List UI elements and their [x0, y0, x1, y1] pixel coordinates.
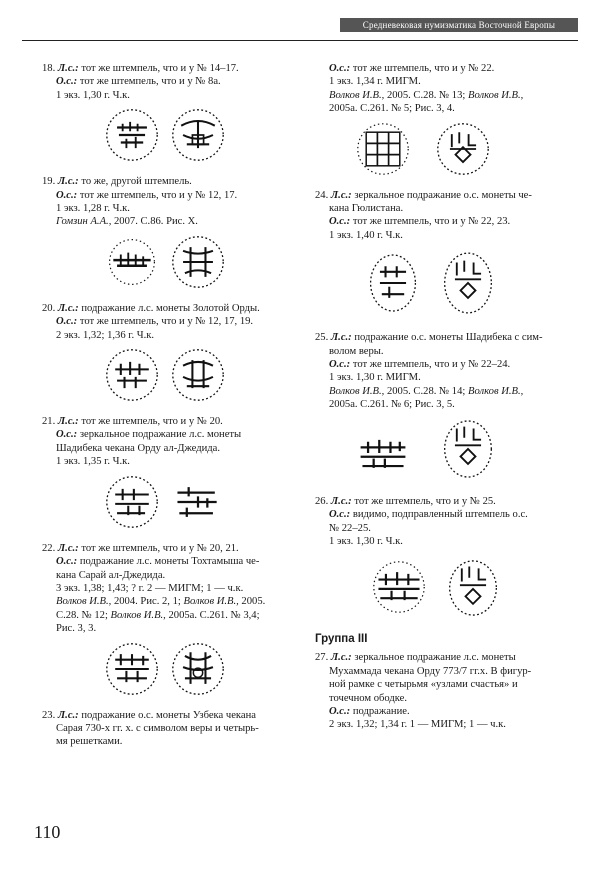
entry-line: ной рамке с четырьмя «узлами счастья» и	[329, 679, 518, 691]
coin-obverse-drawing	[355, 121, 411, 177]
entry-line: 2005а. С.261. № 5; Рис. 3, 4.	[329, 103, 455, 115]
coin-obverse-drawing	[104, 107, 160, 163]
catalog-entry-27	[315, 651, 580, 731]
coin-obverse-drawing	[371, 559, 427, 615]
entry-line: мя решетками.	[56, 736, 123, 748]
coin-reverse-drawing	[170, 474, 226, 530]
entry-line: 24. Л.с.: зеркальное подражание о.с. монеты че-	[315, 189, 532, 201]
entry-line: О.с.: тот же штемпель, что и у № 22–24.	[329, 359, 511, 371]
entry-line: 22. Л.с.: тот же штемпель, что и у № 20, 21.	[42, 542, 239, 554]
coin-illustrations-18	[42, 105, 307, 169]
coin-obverse-drawing	[104, 347, 160, 403]
catalog-entry-25	[315, 331, 580, 411]
coin-illustrations-24	[315, 245, 580, 325]
entry-line: 1 экз. 1,30 г. МИГМ.	[329, 372, 421, 384]
coin-illustrations-20	[42, 345, 307, 409]
coin-reverse-drawing	[170, 641, 226, 697]
coin-reverse-drawing	[445, 555, 501, 621]
coin-obverse-drawing	[355, 425, 411, 481]
coin-reverse-drawing	[440, 247, 496, 319]
entry-line: О.с.: тот же штемпель, что и у № 12, 17.	[56, 189, 238, 201]
entry-line: Гомзин А.А., 2007. С.86. Рис. Х.	[56, 216, 198, 228]
coin-reverse-drawing	[170, 347, 226, 403]
entry-line: 1 экз. 1,35 г. Ч.к.	[56, 456, 130, 468]
coin-illustrations-26	[315, 551, 580, 625]
entry-line: Волков И.В., 2004. Рис. 2, 1; Волков И.В., 2005.	[56, 596, 266, 608]
left-column	[42, 62, 307, 749]
entry-line: Сарая 730-х гг. х. с символом веры и четырь-	[56, 722, 259, 734]
coin-reverse-drawing	[170, 107, 226, 163]
header-rule	[22, 18, 341, 32]
entry-line: 1 экз. 1,30 г. Ч.к.	[56, 89, 130, 101]
right-column	[315, 62, 580, 732]
entry-line: 3 экз. 1,38; 1,43; ? г. 2 — МИГМ; 1 — ч.к.	[56, 582, 244, 594]
entry-line: О.с.: видимо, подправленный штемпель о.с.	[329, 509, 528, 521]
entry-line: 1 экз. 1,30 г. Ч.к.	[329, 535, 403, 547]
coin-reverse-drawing	[170, 234, 226, 290]
catalog-entry-23-continued	[315, 62, 580, 116]
entry-line: № 22–25.	[329, 522, 371, 534]
coin-obverse-drawing	[104, 474, 160, 530]
entry-line: Волков И.В., 2005. С.28. № 14; Волков И.В.,	[329, 385, 524, 397]
entry-line: кана Сарай ал-Джедида.	[56, 569, 166, 581]
catalog-entry-19	[42, 175, 307, 229]
entry-line: 1 экз. 1,28 г. Ч.к.	[56, 203, 130, 215]
catalog-entry-24	[315, 189, 580, 243]
entry-line: О.с.: тот же штемпель, что и у № 8а.	[56, 76, 221, 88]
entry-line: 2005а. С.261. № 6; Рис. 3, 5.	[329, 399, 455, 411]
coin-illustrations-23	[315, 119, 580, 183]
entry-line: 1 экз. 1,34 г. МИГМ.	[329, 76, 421, 88]
catalog-entry-18	[42, 62, 307, 102]
entry-line: 25. Л.с.: подражание о.с. монеты Шадибека с сим-	[315, 332, 543, 344]
coin-illustrations-22	[42, 639, 307, 703]
entry-line: 2 экз. 1,32; 1,36 г. Ч.к.	[56, 329, 155, 341]
entry-line: 26. Л.с.: тот же штемпель, что и у № 25.	[315, 495, 496, 507]
entry-line: С.28. № 12; Волков И.В., 2005а. С.261. № 3,4;	[56, 609, 260, 621]
catalog-entry-23	[42, 709, 307, 749]
entry-line: Мухаммада чекана Орду 773/7 гг.х. В фигур-	[329, 665, 532, 677]
catalog-entry-21	[42, 415, 307, 469]
entry-line: 2 экз. 1,32; 1,34 г. 1 — МИГМ; 1 — ч.к.	[329, 719, 506, 731]
entry-line: 23. Л.с.: подражание о.с. монеты Узбека чекана	[42, 709, 256, 721]
entry-line: кана Гюлистана.	[329, 203, 404, 215]
entry-line: 1 экз. 1,40 г. Ч.к.	[329, 229, 403, 241]
entry-line: О.с.: подражание л.с. монеты Тохтамыша че-	[56, 556, 260, 568]
entry-line: волом веры.	[329, 345, 384, 357]
coin-obverse-drawing	[104, 234, 160, 290]
coin-obverse-drawing	[104, 641, 160, 697]
entry-line: 21. Л.с.: тот же штемпель, что и у № 20.	[42, 416, 223, 428]
entry-line: О.с.: тот же штемпель, что и у № 22.	[329, 63, 495, 74]
entry-line: 20. Л.с.: подражание л.с. монеты Золотой Орды.	[42, 302, 260, 314]
entry-line: 18. Л.с.: тот же штемпель, что и у № 14–17.	[42, 63, 239, 74]
running-title: Средневековая нумизматика Восточной Европы	[340, 18, 578, 32]
coin-illustrations-21	[42, 472, 307, 536]
entry-line: О.с.: подражание.	[329, 705, 410, 717]
entry-line: О.с.: тот же штемпель, что и у № 22, 23.	[329, 216, 511, 228]
entry-line: О.с.: зеркальное подражание л.с. монеты	[56, 429, 242, 441]
coin-reverse-drawing	[435, 121, 491, 177]
entry-line: Шадибека чекана Орду ал-Джедида.	[56, 442, 220, 454]
entry-line: 27. Л.с.: зеркальное подражание л.с. монеты	[315, 652, 516, 664]
group-heading: Группа III	[315, 633, 368, 646]
coin-illustrations-25	[315, 415, 580, 489]
coin-obverse-drawing	[365, 251, 421, 315]
catalog-entry-22	[42, 542, 307, 636]
entry-line: Волков И.В., 2005. С.28. № 13; Волков И.В.,	[329, 89, 524, 101]
coin-reverse-drawing	[440, 415, 496, 483]
running-header	[22, 18, 578, 41]
entry-line: 19. Л.с.: то же, другой штемпель.	[42, 176, 192, 188]
page-number: 110	[34, 822, 61, 842]
catalog-entry-20	[42, 302, 307, 342]
coin-illustrations-19	[42, 232, 307, 296]
catalog-entry-26	[315, 495, 580, 549]
entry-line: О.с.: тот же штемпель, что и у № 12, 17, 19.	[56, 316, 254, 328]
entry-line: Рис. 3, 3.	[56, 623, 97, 635]
entry-line: точечном ободке.	[329, 692, 408, 704]
